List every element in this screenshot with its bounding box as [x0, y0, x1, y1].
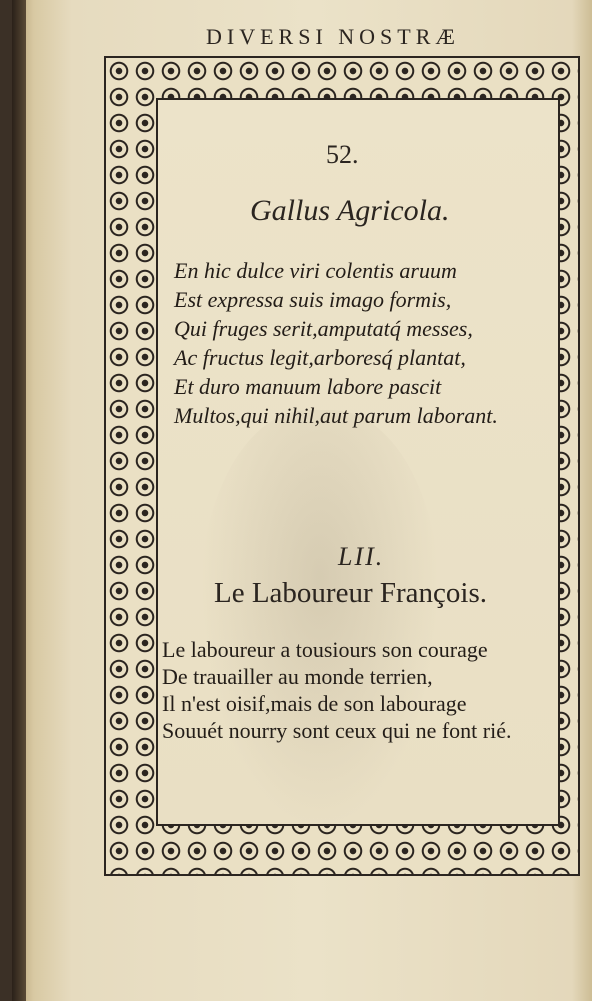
latin-poem [174, 256, 498, 430]
latin-line: Multos,qui nihil,aut parum laborant. [174, 403, 498, 428]
latin-line: Et duro manuum labore pascit [174, 374, 442, 399]
latin-line: En hic dulce viri colentis aruum [174, 258, 457, 283]
french-line: Souuét nourry sont ceux qui ne font rié. [162, 718, 512, 743]
french-line: De trauailler au monde terrien, [162, 664, 433, 689]
latin-line: Ac fructus legit,arboresq́ plantat, [174, 345, 466, 370]
section-number: LII. [338, 542, 385, 571]
french-poem-title: Le Laboureur François. [214, 577, 487, 609]
french-line: Il n'est oisif,mais de son labourage [162, 691, 467, 716]
show-through-illustration [200, 410, 440, 830]
latin-poem-title: Gallus Agricola. [250, 194, 450, 227]
page-number: 52. [326, 140, 359, 169]
latin-line: Est expressa suis imago formis, [174, 287, 452, 312]
latin-line: Qui fruges serit,amputatq́ messes, [174, 316, 473, 341]
book-spine [12, 0, 26, 1001]
french-line: Le laboureur a tousiours son courage [162, 637, 488, 662]
french-poem [162, 636, 512, 744]
running-title: DIVERSI NOSTRÆ [206, 24, 460, 49]
